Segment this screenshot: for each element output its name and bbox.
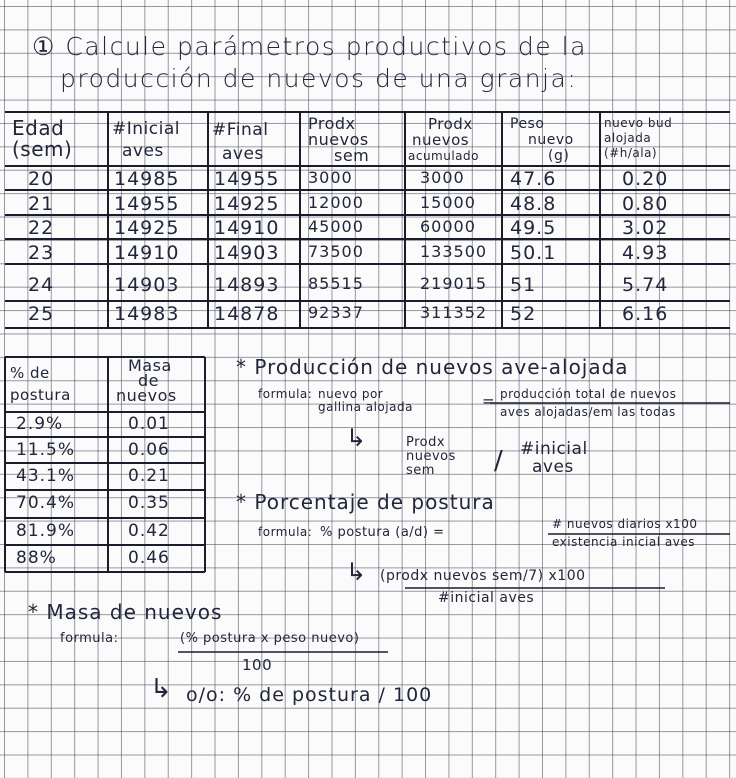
table1-cell: 14903: [114, 274, 180, 296]
table2-cell: 0.01: [128, 414, 170, 434]
table2-cell: 81.9%: [16, 521, 76, 541]
table1-cell: 45000: [308, 217, 364, 236]
table1-cell: 14955: [114, 193, 180, 215]
note2-heading: * Porcentaje de postura: [236, 490, 495, 514]
table1-cell: 4.93: [622, 242, 669, 264]
table2-cell: 0.35: [128, 493, 170, 513]
table1-cell: 14903: [214, 242, 280, 264]
table1-cell: 3000: [308, 168, 353, 187]
table2-cell: 0.06: [128, 440, 170, 460]
note1-rhs-num: producción total de nuevos: [500, 387, 677, 401]
note2-lhs: % postura (a/d) =: [320, 525, 445, 540]
note1-rhs-den: aves alojadas/em las todas: [500, 405, 676, 419]
table1-cell: 49.5: [510, 217, 557, 239]
note2-formula-label: formula:: [258, 525, 313, 539]
note1-equals: =: [482, 392, 496, 410]
arrow-icon: ↳: [346, 558, 368, 586]
table1-cell: 311352: [420, 303, 488, 322]
note2-den: existencia inicial aves: [552, 535, 695, 549]
table2-cell: 88%: [16, 548, 57, 568]
table2-cell: 70.4%: [16, 493, 76, 513]
arrow-icon: ↳: [346, 424, 368, 452]
table1-cell: 51: [510, 274, 537, 296]
table1-cell: 6.16: [622, 303, 669, 325]
table1-cell: 48.8: [510, 193, 557, 215]
table1-cell: 25: [28, 303, 55, 325]
header-prod-acum: Prodx nuevos acumulado: [408, 115, 479, 163]
note3-den: 100: [242, 656, 273, 674]
table1-cell: 47.6: [510, 168, 557, 190]
note1-result-den: #inicial aves: [520, 439, 588, 477]
table1-cell: 3000: [420, 168, 465, 187]
table2-cell: 43.1%: [16, 466, 76, 486]
table1-cell: 52: [510, 303, 537, 325]
page-title: ① Calcule parámetros productivos de la: [32, 32, 587, 61]
note2-num: # nuevos diarios x100: [552, 517, 698, 531]
table1-cell: 14925: [114, 217, 180, 239]
table1-cell: 12000: [308, 193, 364, 212]
header-peso: Peso nuevo (g): [510, 116, 574, 164]
table1-cell: 14893: [214, 274, 280, 296]
note2-result-den: #inicial aves: [438, 590, 535, 606]
arrow-icon: ↳: [150, 674, 173, 704]
table1-cell: 0.80: [622, 193, 669, 215]
table1-cell: 60000: [420, 217, 476, 236]
table1-cell: 133500: [420, 242, 488, 261]
table1-cell: 14910: [214, 217, 280, 239]
note1-heading: * Producción de nuevos ave-alojada: [236, 355, 629, 379]
table1-cell: 14983: [114, 303, 180, 325]
table2-cell: 0.21: [128, 466, 170, 486]
table1-cell: 50.1: [510, 242, 557, 264]
note3-formula-label: formula:: [60, 631, 119, 646]
table1-cell: 85515: [308, 274, 364, 293]
note3-heading: * Masa de nuevos: [28, 600, 223, 624]
header-nuevo-alojada: nuevo bud alojada (#h/ala): [604, 116, 673, 160]
table1-cell: 21: [28, 193, 55, 215]
table1-cell: 14955: [214, 168, 280, 190]
note1-lhs: nuevo por gallina alojada: [318, 387, 413, 414]
table1-cell: 219015: [420, 274, 488, 293]
table2-cell: 0.46: [128, 548, 170, 568]
table1-cell: 14878: [214, 303, 280, 325]
note1-formula-label: formula:: [258, 387, 313, 401]
table2-cell: 0.42: [128, 521, 170, 541]
note2-result-num: (prodx nuevos sem/7) x100: [380, 568, 586, 584]
header-edad: Edad (sem): [12, 116, 73, 161]
header-final: #Final aves: [212, 120, 269, 164]
table1-cell: 0.20: [622, 168, 669, 190]
table1-cell: 14910: [114, 242, 180, 264]
table1-cell: 14985: [114, 168, 180, 190]
table1-cell: 20: [28, 168, 55, 190]
table1-cell: 22: [28, 217, 55, 239]
table1-cell: 5.74: [622, 274, 669, 296]
header-inicial: #Inicial aves: [112, 119, 180, 161]
page-subtitle: producción de nuevos de una granja:: [60, 64, 578, 93]
table2-cell: 2.9%: [16, 414, 64, 434]
table2-cell: 11.5%: [16, 440, 76, 460]
table1-cell: 92337: [308, 303, 364, 322]
header-masa: Masa de nuevos: [116, 356, 177, 405]
table1-cell: 23: [28, 242, 55, 264]
table1-cell: 14925: [214, 193, 280, 215]
note1-result-num: Prodx nuevos sem: [406, 435, 456, 478]
header-postura: % de postura: [10, 364, 71, 404]
note1-result-slash: /: [494, 446, 504, 476]
table1-cell: 24: [28, 274, 55, 296]
header-prod-sem: Prodx nuevos sem: [308, 114, 370, 165]
note3-result: o/o: % de postura / 100: [186, 684, 433, 706]
table1-cell: 3.02: [622, 217, 669, 239]
table1-cell: 15000: [420, 193, 476, 212]
note3-num: (% postura x peso nuevo): [180, 631, 360, 646]
table1-cell: 73500: [308, 242, 364, 261]
